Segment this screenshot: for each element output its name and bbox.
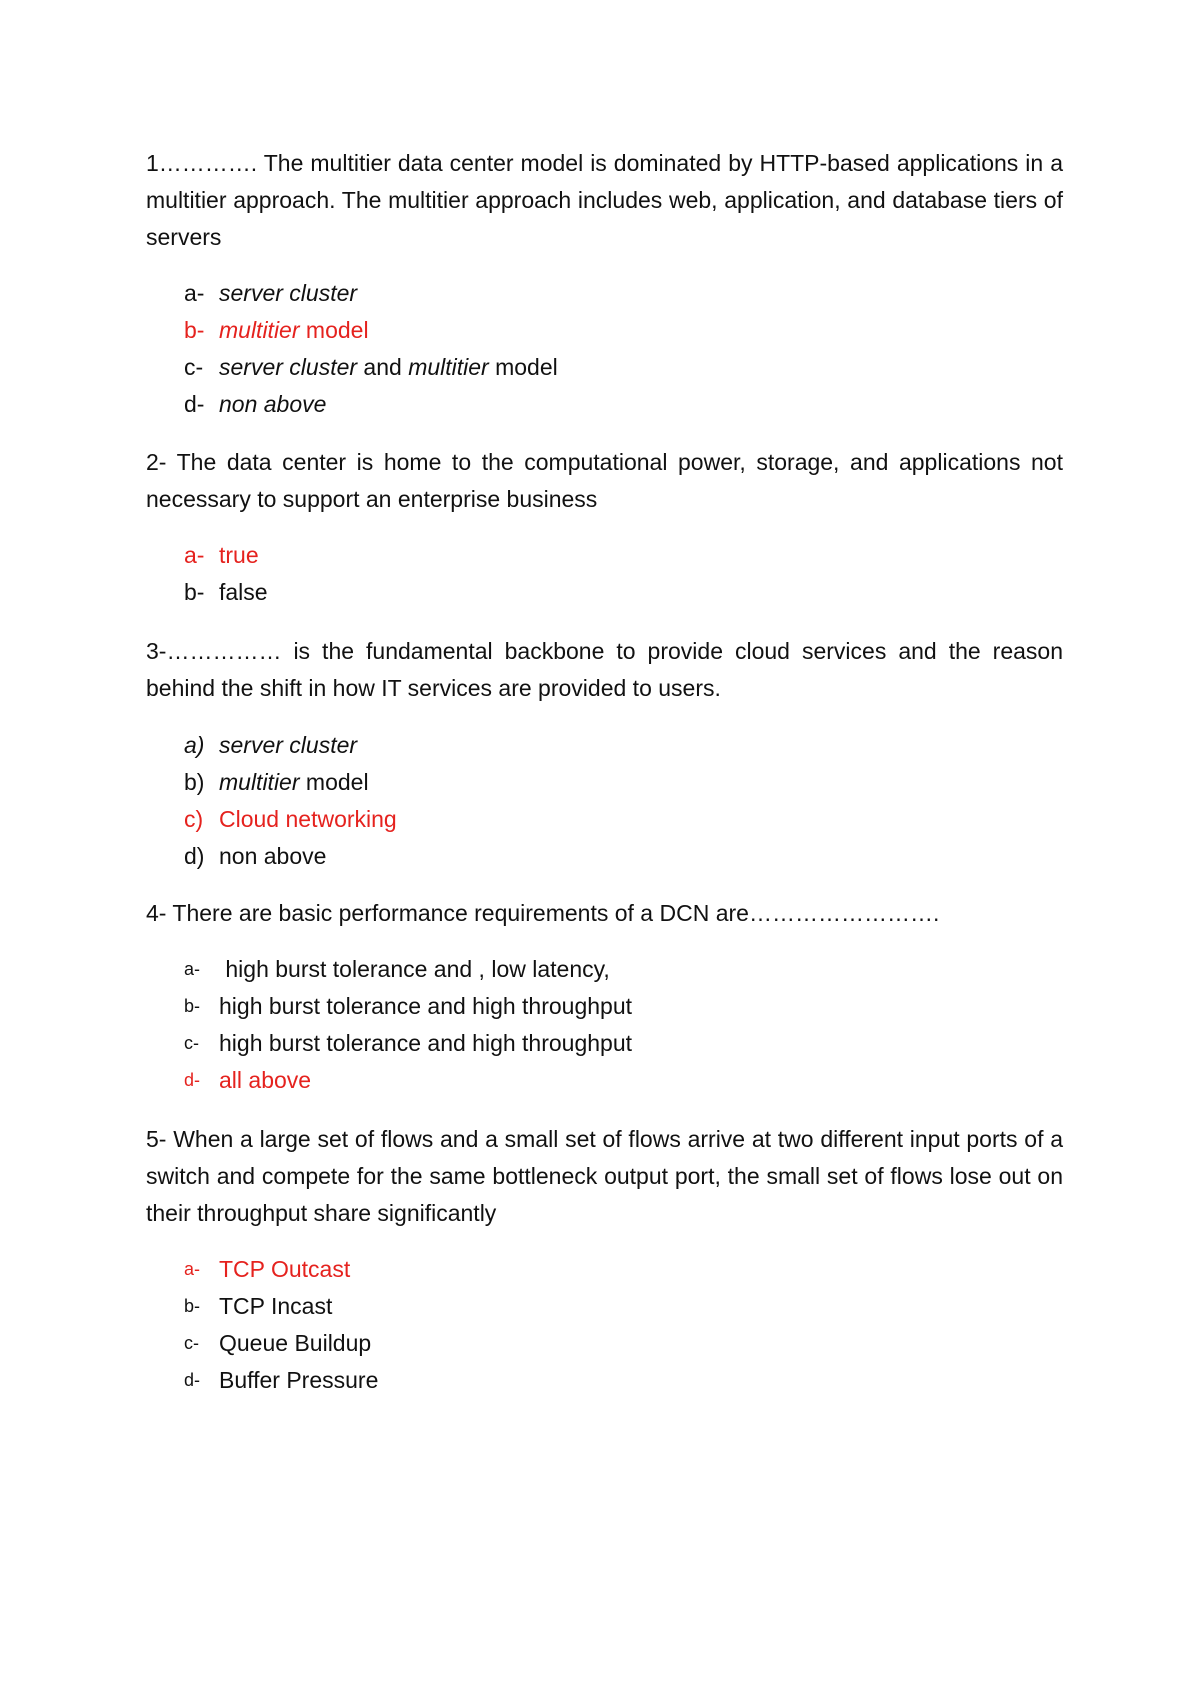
option-text-part: and: [357, 354, 409, 380]
option-text-part: high burst tolerance and high throughput: [219, 1030, 633, 1056]
option-1-a: [184, 275, 558, 312]
option-text-part: non above: [219, 391, 327, 417]
option-marker: b-: [184, 317, 205, 343]
option-marker: b-: [184, 996, 201, 1016]
option-text-part: server cluster: [219, 732, 358, 758]
option-4-c: [184, 1025, 632, 1062]
option-text: [219, 988, 632, 1025]
option-marker: a-: [184, 280, 205, 306]
option-marker: a-: [184, 1259, 201, 1279]
option-text: [219, 1251, 350, 1288]
option-text-part: Queue Buildup: [219, 1330, 372, 1356]
option-text-part: true: [219, 542, 259, 568]
option-text: [219, 312, 369, 349]
option-marker: b-: [184, 579, 205, 605]
option-text: [219, 801, 397, 838]
option-text-part: all above: [219, 1067, 312, 1093]
option-text: [219, 574, 268, 611]
option-marker: c-: [184, 1033, 199, 1053]
option-1-d: [184, 386, 558, 423]
option-text: [219, 349, 558, 386]
option-3-c: [184, 801, 397, 838]
option-marker: b): [184, 769, 205, 795]
question-2-text: 2- The data center is home to the computational power, storage, and applications not necessary to support an enterprise business: [146, 449, 1063, 512]
option-text-part: Buffer Pressure: [219, 1367, 379, 1393]
option-1-c: [184, 349, 558, 386]
option-marker: a-: [184, 959, 201, 979]
option-marker: b-: [184, 1296, 201, 1316]
option-marker: d): [184, 843, 205, 869]
option-text-part: false: [219, 579, 268, 605]
option-text-part: multitier: [219, 317, 300, 343]
option-text-part: multitier: [219, 769, 300, 795]
question-4-text: 4- There are basic performance requirements of a DCN are…………………….: [146, 900, 940, 926]
option-text: [219, 1325, 371, 1362]
option-3-d: [184, 838, 397, 875]
option-text: [219, 838, 326, 875]
option-text: [219, 537, 259, 574]
option-text: [219, 1288, 332, 1325]
question-1-text: 1…………. The multitier data center model is dominated by HTTP-based applications in a multitier approach. The multitier approach includes web, application, and database tiers of servers: [146, 150, 1063, 250]
option-marker: d-: [184, 1370, 201, 1390]
question-4-options: [184, 951, 632, 1099]
option-4-d: [184, 1062, 632, 1099]
option-text-part: high burst tolerance and , low latency,: [219, 956, 610, 982]
option-text: [219, 1062, 311, 1099]
option-5-b: [184, 1288, 378, 1325]
option-text: [219, 1362, 378, 1399]
option-text-part: non above: [219, 843, 327, 869]
option-marker: d-: [184, 1070, 201, 1090]
option-4-a: [184, 951, 632, 988]
option-text-part: high burst tolerance and high throughput: [219, 993, 633, 1019]
option-text-part: TCP Incast: [219, 1293, 333, 1319]
option-5-a: [184, 1251, 378, 1288]
option-3-a: [184, 727, 397, 764]
option-marker: a-: [184, 542, 205, 568]
option-3-b: [184, 764, 397, 801]
option-text: [219, 275, 357, 312]
option-marker: c-: [184, 354, 204, 380]
option-text: [219, 764, 369, 801]
option-2-a: [184, 537, 268, 574]
option-marker: d-: [184, 391, 205, 417]
option-text-part: server cluster: [219, 354, 358, 380]
option-text: [219, 386, 326, 423]
option-text: [219, 951, 610, 988]
question-2-options: [184, 537, 268, 611]
option-marker: c): [184, 806, 204, 832]
option-text-part: multitier: [408, 354, 489, 380]
option-text-part: server cluster: [219, 280, 358, 306]
option-text-part: model: [299, 317, 369, 343]
question-1-options: [184, 275, 558, 423]
option-marker: a): [184, 732, 205, 758]
option-2-b: [184, 574, 268, 611]
option-5-d: [184, 1362, 378, 1399]
option-marker: c-: [184, 1333, 199, 1353]
option-4-b: [184, 988, 632, 1025]
question-5-text: 5- When a large set of flows and a small set of flows arrive at two different input ports of a switch and compete for the same bottleneck output port, the small set of flows lose out on their throughput share significantly: [146, 1126, 1063, 1226]
option-text-part: model: [488, 354, 558, 380]
option-text-part: model: [299, 769, 369, 795]
question-5-options: [184, 1251, 378, 1399]
option-1-b: [184, 312, 558, 349]
option-text: [219, 727, 357, 764]
question-3-options: [184, 727, 397, 875]
option-5-c: [184, 1325, 378, 1362]
option-text-part: Cloud networking: [219, 806, 397, 832]
option-text: [219, 1025, 632, 1062]
question-3-text: 3-…………… is the fundamental backbone to provide cloud services and the reason behind the shift in how IT services are provided to users.: [146, 638, 1063, 701]
option-text-part: TCP Outcast: [219, 1256, 351, 1282]
